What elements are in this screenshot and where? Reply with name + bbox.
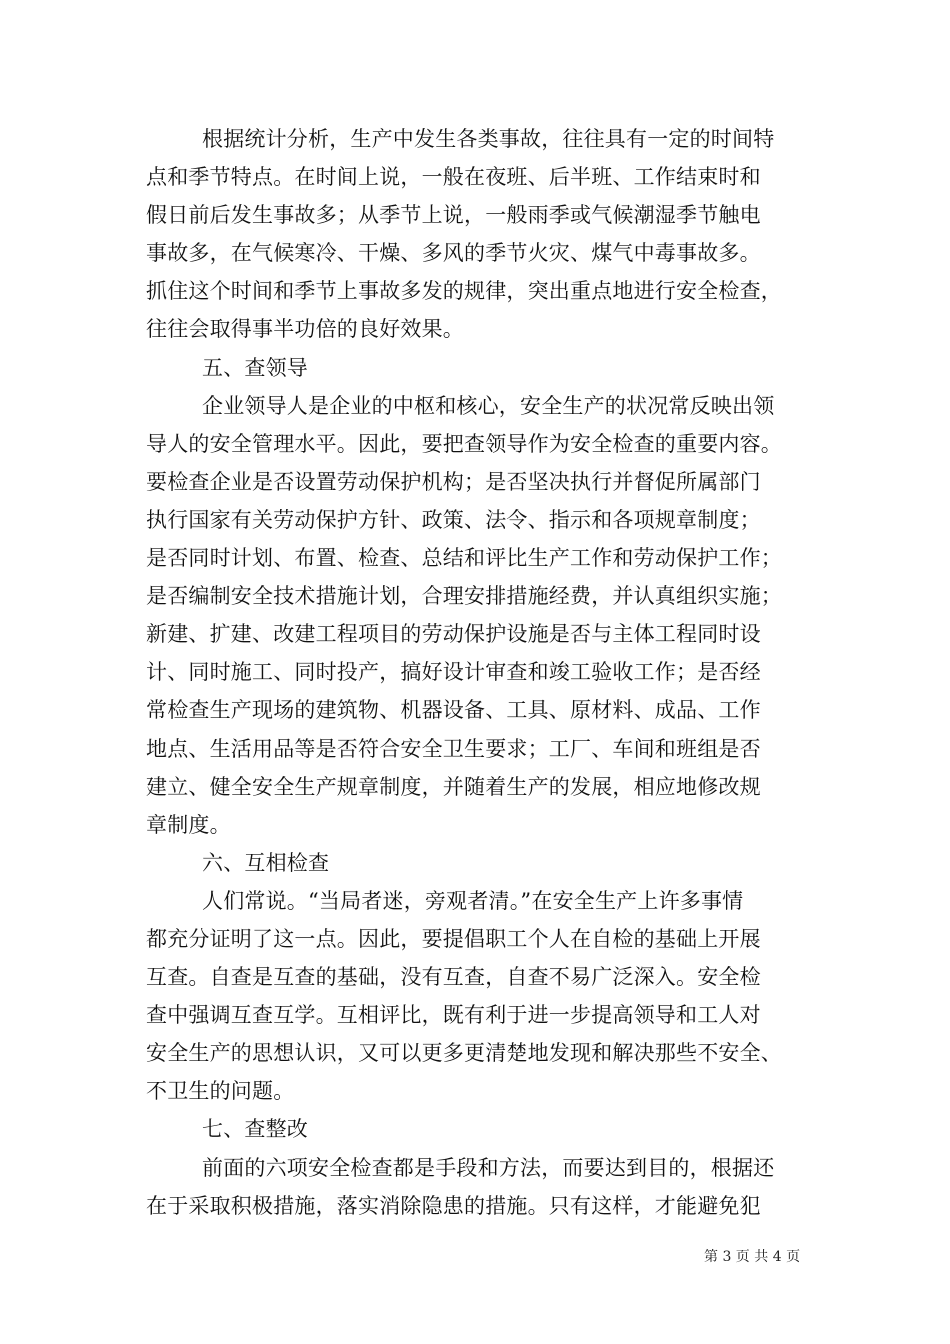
- paragraph-line: 执行国家有关劳动保护方针、政策、法令、指示和各项规章制度；: [146, 507, 761, 532]
- paragraph-line: 人们常说。“当局者迷，旁观者清。”在安全生产上许多事情: [202, 888, 744, 913]
- paragraph-line: 点和季节特点。在时间上说，一般在夜班、后半班、工作结束时和: [146, 165, 761, 190]
- paragraph-line: 企业领导人是企业的中枢和核心，安全生产的状况常反映出领: [202, 393, 775, 418]
- paragraph-line: 计、同时施工、同时投产，搞好设计审查和竣工验收工作；是否经: [146, 660, 761, 685]
- paragraph-line: 互查。自查是互查的基础，没有互查，自查不易广泛深入。安全检: [146, 965, 761, 990]
- section-heading: 五、查领导: [202, 355, 308, 380]
- paragraph-line: 事故多，在气候寒冷、干燥、多风的季节火灾、煤气中毒事故多。: [146, 241, 761, 266]
- paragraph-line: 章制度。: [146, 812, 231, 837]
- paragraph-line: 地点、生活用品等是否符合安全卫生要求；工厂、车间和班组是否: [146, 736, 761, 761]
- paragraph-line: 要检查企业是否设置劳动保护机构；是否坚决执行并督促所属部门: [146, 469, 761, 494]
- paragraph-line: 假日前后发生事故多；从季节上说，一般雨季或气候潮湿季节触电: [146, 203, 761, 228]
- paragraph-line: 安全生产的思想认识，又可以更多更清楚地发现和解决那些不安全、: [146, 1041, 782, 1066]
- paragraph-line: 往往会取得事半功倍的良好效果。: [146, 317, 464, 342]
- page-number-footer: 第 3 页 共 4 页: [704, 1249, 801, 1265]
- paragraph-line: 是否同时计划、布置、检查、总结和评比生产工作和劳动保护工作；: [146, 546, 782, 571]
- paragraph-line: 在于采取积极措施，落实消除隐患的措施。只有这样，才能避免犯: [146, 1193, 761, 1218]
- paragraph-line: 根据统计分析，生产中发生各类事故，往往具有一定的时间特: [202, 127, 775, 151]
- paragraph-line: 是否编制安全技术措施计划，合理安排措施经费，并认真组织实施；: [146, 584, 782, 609]
- paragraph-line: 建立、健全安全生产规章制度，并随着生产的发展，相应地修改规: [146, 774, 761, 799]
- paragraph-line: 都充分证明了这一点。因此，要提倡职工个人在自检的基础上开展: [146, 926, 761, 951]
- paragraph-line: 新建、扩建、改建工程项目的劳动保护设施是否与主体工程同时设: [146, 622, 761, 647]
- paragraph-line: 抓住这个时间和季节上事故多发的规律，突出重点地进行安全检查，: [146, 279, 782, 304]
- paragraph-line: 前面的六项安全检查都是手段和方法，而要达到目的，根据还: [202, 1155, 775, 1180]
- document-body: [146, 120, 826, 1225]
- paragraph-line: 查中强调互查互学。互相评比，既有利于进一步提高领导和工人对: [146, 1003, 761, 1028]
- section-heading: 六、互相检查: [202, 850, 330, 875]
- paragraph-line: 常检查生产现场的建筑物、机器设备、工具、原材料、成品、工作: [146, 698, 761, 723]
- paragraph-line: 不卫生的问题。: [146, 1079, 295, 1104]
- paragraph-line: 导人的安全管理水平。因此，要把查领导作为安全检查的重要内容。: [146, 431, 782, 456]
- section-heading: 七、查整改: [202, 1117, 308, 1142]
